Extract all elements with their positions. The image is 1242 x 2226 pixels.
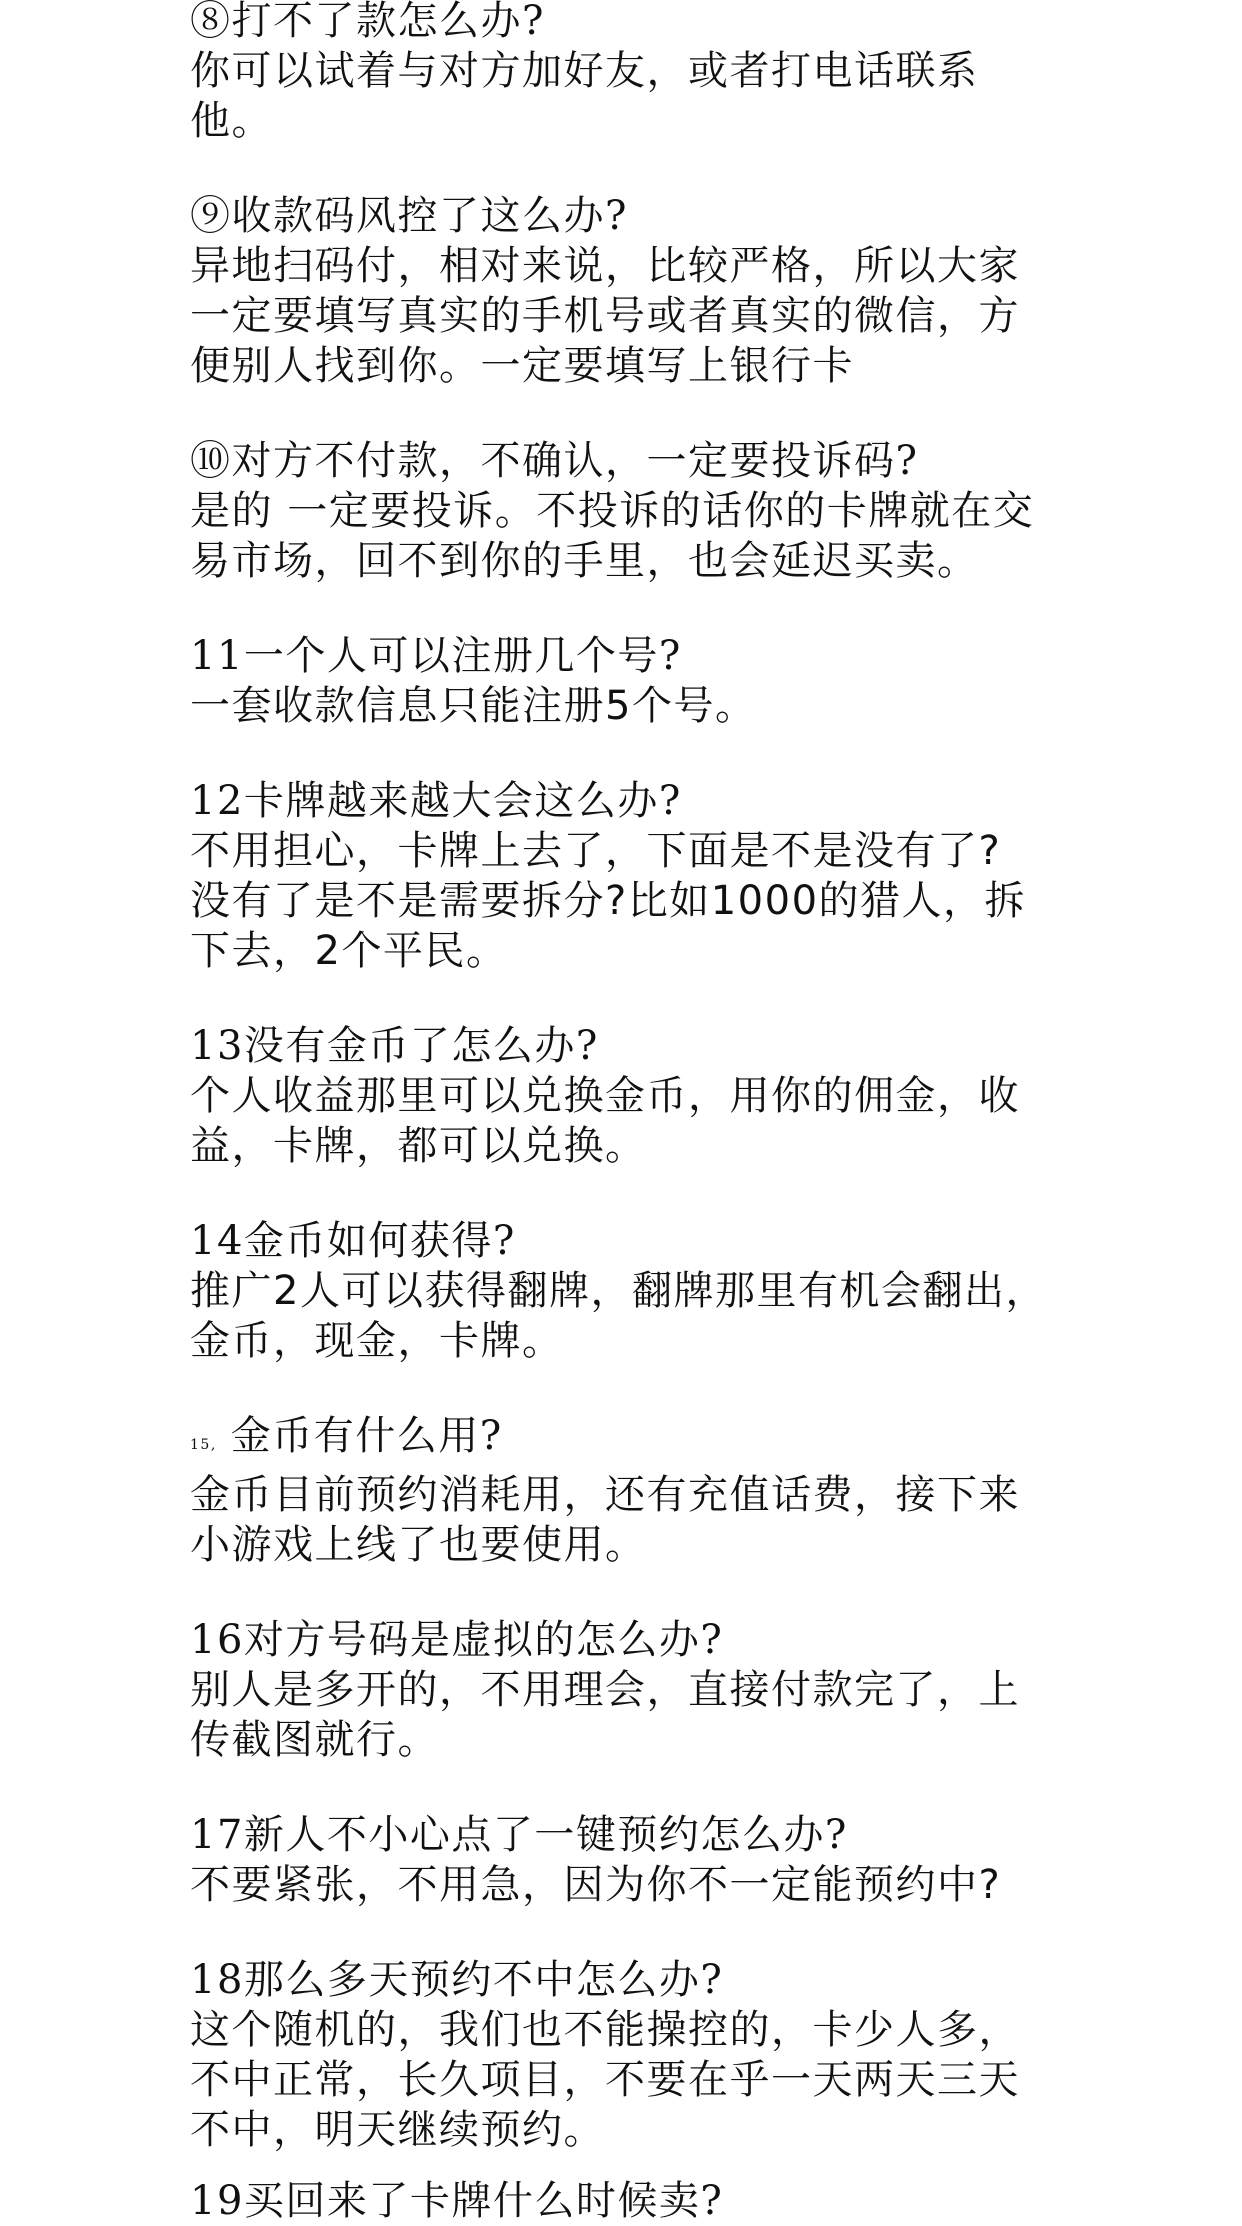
faq-item-14 [190, 1216, 1070, 1366]
faq-answer-line: 不用担心，卡牌上去了，下面是不是没有了? [190, 828, 1002, 874]
faq-item-9 [190, 191, 1070, 391]
faq-item-18 [190, 1955, 1070, 2155]
faq-item-11 [190, 631, 1070, 731]
faq-answer-line: 一套收款信息只能注册5个号。 [190, 683, 757, 729]
faq-answer-line: 金币目前预约消耗用，还有充值话费，接下来 [190, 1472, 1020, 1518]
faq-answer-line: 一定要填写真实的手机号或者真实的微信，方 [190, 293, 1020, 339]
faq-answer-line: 个人收益那里可以兑换金币，用你的佣金，收 [190, 1073, 1020, 1119]
faq-item-10 [190, 436, 1070, 586]
faq-answer-line: 易市场，回不到你的手里，也会延迟买卖。 [190, 538, 979, 584]
faq-question: 14金币如何获得? [190, 1218, 516, 1264]
faq-answer-line: 没有了是不是需要拆分?比如1000的猎人，拆 [190, 878, 1027, 924]
question-number: 15, [190, 1437, 217, 1453]
faq-question: ⑩对方不付款，不确认，一定要投诉码? [190, 438, 919, 484]
faq-item-15 [190, 1411, 1070, 1570]
faq-question: 11一个人可以注册几个号? [190, 633, 682, 679]
faq-question: 金币有什么用? [230, 1413, 503, 1459]
faq-question: 18那么多天预约不中怎么办? [190, 1957, 724, 2003]
faq-answer-line: 下去，2个平民。 [190, 928, 508, 974]
faq-answer-line: 是的 一定要投诉。不投诉的话你的卡牌就在交 [190, 488, 1035, 534]
faq-answer-line: 便别人找到你。一定要填写上银行卡 [190, 343, 854, 389]
faq-answer-line: 不中正常，长久项目，不要在乎一天两天三天 [190, 2057, 1020, 2103]
faq-question: 12卡牌越来越大会这么办? [190, 778, 682, 824]
faq-answer-line: 异地扫码付，相对来说，比较严格，所以大家 [190, 243, 1020, 289]
faq-answer-line: 益，卡牌，都可以兑换。 [190, 1123, 647, 1169]
faq-answer-line: 金币，现金，卡牌。 [190, 1318, 564, 1364]
faq-question-cut-off: 19买回来了卡牌什么时候卖? [190, 2178, 724, 2224]
faq-answer-line: 他。 [190, 98, 273, 144]
faq-question: 16对方号码是虚拟的怎么办? [190, 1617, 724, 1663]
faq-answer-line: 小游戏上线了也要使用。 [190, 1522, 647, 1568]
faq-question: 17新人不小心点了一键预约怎么办? [190, 1812, 848, 1858]
faq-item-13 [190, 1021, 1070, 1171]
faq-answer-line: 推广2人可以获得翻牌，翻牌那里有机会翻出， [190, 1268, 1047, 1314]
faq-answer-line: 传截图就行。 [190, 1717, 439, 1763]
faq-answer-line: 不要紧张，不用急，因为你不一定能预约中? [190, 1862, 1002, 1908]
faq-item-16 [190, 1615, 1070, 1765]
faq-question: ⑧打不了款怎么办? [190, 0, 545, 44]
faq-answer-line: 别人是多开的，不用理会，直接付款完了，上 [190, 1667, 1020, 1713]
faq-answer-line: 不中，明天继续预约。 [190, 2107, 605, 2153]
faq-item-8 [190, 0, 1070, 146]
faq-question: 13没有金币了怎么办? [190, 1023, 599, 1069]
faq-answer-line: 这个随机的，我们也不能操控的，卡少人多， [190, 2007, 1020, 2053]
faq-question: ⑨收款码风控了这么办? [190, 193, 628, 239]
faq-answer-line: 你可以试着与对方加好友，或者打电话联系 [190, 48, 979, 94]
faq-document [190, 0, 1070, 2224]
faq-question-row [190, 1411, 1070, 1470]
faq-item-12 [190, 776, 1070, 976]
faq-item-17 [190, 1810, 1070, 1910]
